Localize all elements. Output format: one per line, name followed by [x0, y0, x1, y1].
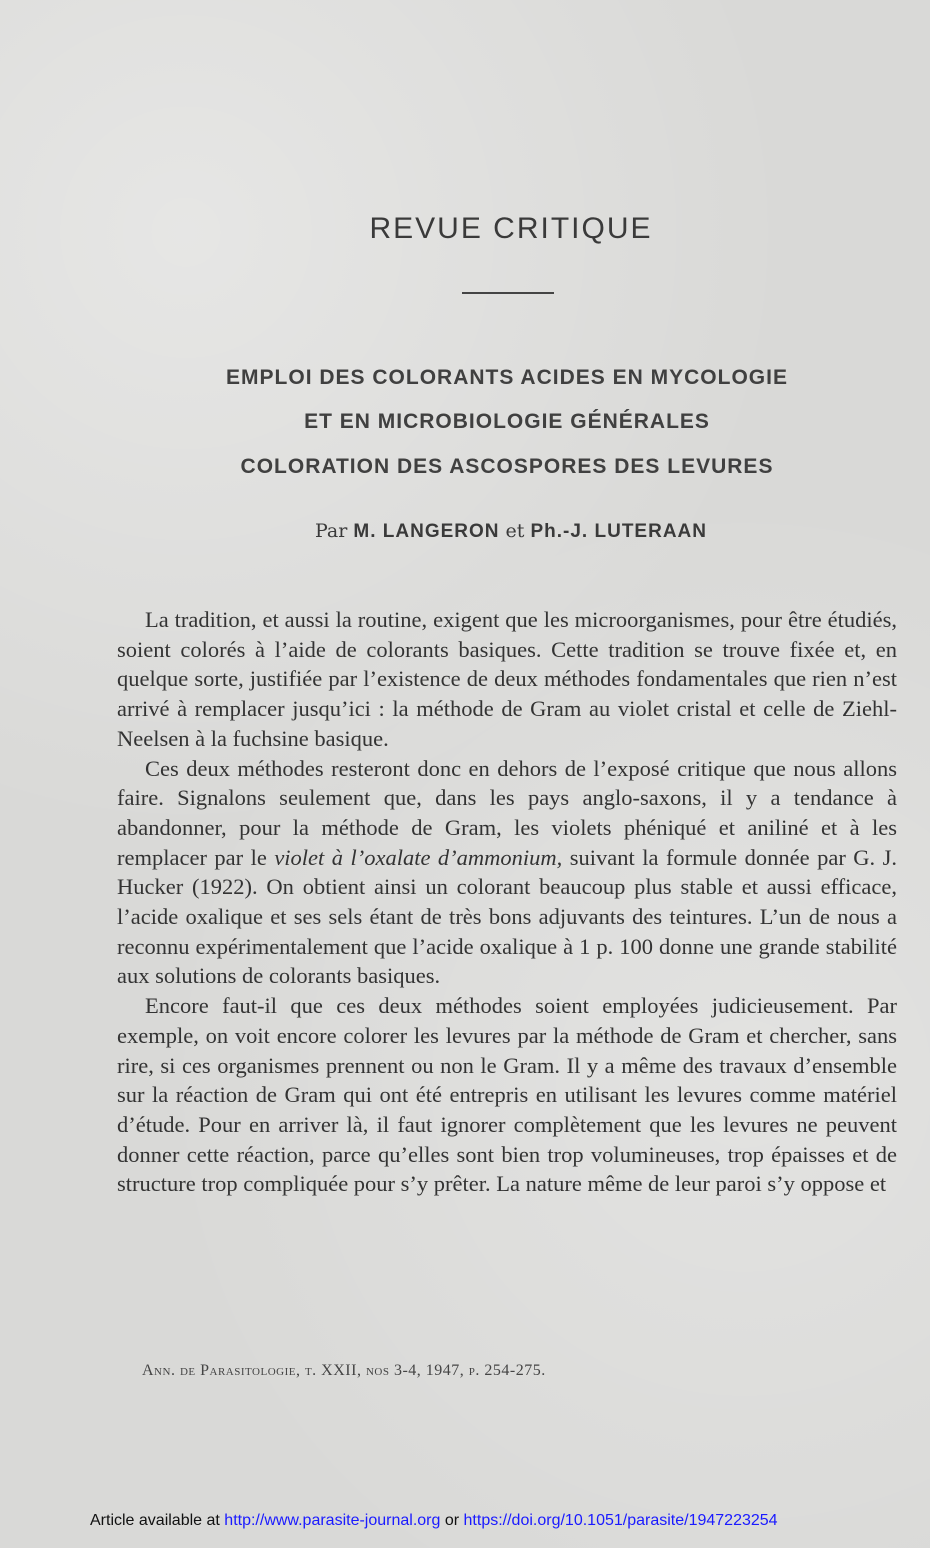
author-name-2: Ph.-J. LUTERAAN: [530, 521, 707, 542]
footer-prefix: Article available at: [90, 1512, 225, 1529]
article-title-line-3: COLORATION DES ASCOSPORES DES LEVURES: [240, 455, 774, 478]
author-line: [46, 520, 930, 543]
paragraph-2-part-a: Ces deux méthodes resteront donc en dehors de l’exposé critique que nous allons faire. Signalons seulement que, dans les pays anglo-saxons, il y a tendance à abandonner, pour la méthode de Gram, les violets phéniqué et aniliné et à les remplacer par le: [117, 755, 897, 870]
author-prefix: Par: [315, 520, 348, 542]
heading-rule: [462, 292, 554, 294]
journal-citation: Ann. de Parasitologie, t. XXII, nos 3-4, 1947, p. 254-275.: [142, 1362, 546, 1379]
journal-website-link[interactable]: http://www.parasite-journal.org: [224, 1512, 441, 1529]
footer-middle: or: [440, 1512, 464, 1529]
article-title-line-1: EMPLOI DES COLORANTS ACIDES EN MYCOLOGIE: [226, 366, 788, 389]
author-conjunction: et: [505, 520, 525, 542]
paragraph-3: Encore faut-il que ces deux méthodes soient employées judicieusement. Par exemple, on voit encore colorer les levures par la méthode de Gram et chercher, sans rire, si ces organismes prennent ou non le Gram. Il y a même des travaux d’ensemble sur la réaction de Gram qui ont été entrepris en utilisant les levures comme matériel d’étude. Pour en arriver là, il faut ignorer complètement que les levures ne peuvent donner cette réaction, parce qu’elles sont bien trop volumineuses, trop épaisses et de structure trop compliquée pour s’y prêter. La nature même de leur paroi s’y oppose et: [117, 993, 897, 1197]
section-heading: REVUE CRITIQUE: [369, 212, 653, 245]
doi-link[interactable]: https://doi.org/10.1051/parasite/1947223254: [463, 1512, 778, 1529]
paragraph-1: La tradition, et aussi la routine, exigent que les microorganismes, pour être étudiés, soient colorés à l’aide de colorants basiques. Cette tradition se trouve fixée et, en quelque sorte, justifiée par l’existence de deux méthodes fondamentales que rien n’est arrivé à remplacer jusqu’ici : la méthode de Gram au violet cristal et celle de Ziehl-Neelsen à la fuchsine basique.: [117, 607, 897, 751]
paragraph-2: [117, 754, 897, 992]
article-body: [117, 605, 897, 1199]
article-availability-footer: [90, 1512, 778, 1530]
paragraph-2-part-b: suivant la formule donnée par G. J. Hucker (1922). On obtient ainsi un colorant beaucoup plus stable et aussi efficace, l’acide oxalique et ses sels étant de très bons adjuvants des teintures. L’un de nous a reconnu expérimentalement que l’acide oxalique à 1 p. 100 donne une grande stabilité aux solutions de colorants basiques.: [117, 844, 898, 989]
article-title-line-2: ET EN MICROBIOLOGIE GÉNÉRALES: [304, 410, 710, 433]
paragraph-2-italic: violet à l’oxalate d’ammonium,: [274, 844, 563, 870]
author-name-1: M. LANGERON: [353, 521, 500, 542]
